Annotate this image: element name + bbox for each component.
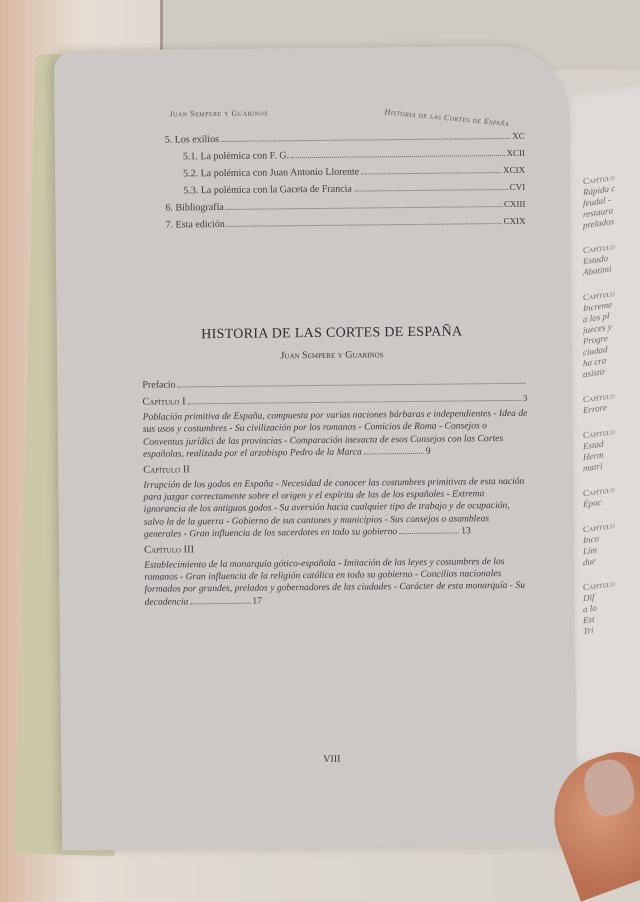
page-number: VIII	[323, 753, 341, 765]
toc-introduction	[165, 131, 526, 237]
facing-entry: Capítulo Dif a lo Est Tri	[583, 577, 615, 637]
chapter-page: 3	[522, 392, 528, 403]
chapter-entry	[142, 393, 528, 462]
facing-entry: Capítulo Inco Lim dur	[583, 519, 615, 568]
facing-entry: Capítulo Estado Abatimi	[583, 240, 615, 278]
toc-entry: 5.3. La polémica con la Gaceta de Francia CVI	[183, 181, 526, 197]
toc-entry: 5. Los exilios XC	[164, 130, 525, 146]
chapter-heading: Capítulo III	[144, 543, 195, 556]
facing-entry: Capítulo Époc	[583, 483, 615, 510]
chapter-description: Irrupción de los godos en España - Necesidad de conocer las costumbres primitivas de esta nación para juzgar correctamente sobre el origen y el espíritu de las de los españoles - Extrema ignorancia de los antiguos godos - Su aversión hacia cualquier tipo de trabajo y de ocupación, salvo la de la guerra - Gobierno de sus cantones y municipios - Sus consejos o asambleas generales - Gran influencia de los sacerdotes en todo su gobierno 13	[143, 475, 525, 541]
facing-entry: Capítulo Errore	[583, 389, 615, 416]
toc-entry: 6. Bibliografía CXIII	[165, 198, 526, 214]
chapter-entry	[144, 540, 530, 609]
book-page	[54, 45, 577, 850]
chapter-page: 9	[425, 446, 431, 458]
chapter-heading: Capítulo II	[143, 463, 190, 476]
facing-entry: Capítulo Rápida c feudal - restaura prelados	[583, 171, 616, 231]
chapter-page: 13	[461, 525, 471, 537]
chapter-page: 17	[252, 595, 262, 607]
facing-entry: Capítulo Increme a los pl jueces y Progre ciudad ha cra asistir	[583, 287, 615, 380]
facing-entry: Capítulo Estad Herm matri	[583, 425, 615, 474]
book-title: HISTORIA DE LAS CORTES DE ESPAÑA	[201, 324, 463, 343]
book-author: Juan Sempere y Guarinos	[280, 349, 384, 362]
toc-entry: 7. Esta edición CXIX	[165, 215, 526, 231]
running-head-title: Historia de las Cortes de España	[384, 107, 510, 129]
toc-entry: 5.1. La polémica con F. G. XCII	[182, 147, 525, 163]
toc-entry-prefacio: Prefacio	[142, 376, 527, 397]
chapter-contents	[142, 376, 529, 612]
running-head-author: Juan Sempere y Guarinos	[169, 108, 269, 119]
chapter-heading: Capítulo I	[142, 396, 186, 408]
chapter-description: Población primitiva de España, compuesta por varias naciones bárbaras e independientes - Idea de sus usos y costumbres - Su civilización por los romanos - Comicios de Roma - Consejos o Conventus jurídici de las provincias - Comparación inexacta de esos Consejos con las Cortes españolas, realizada por el arzobispo Pedro de la Marca 9	[142, 407, 528, 461]
chapter-description: Establecimiento de la monarquía gótico-española - Imitación de las leyes y costumbres de los romanos - Gran influencia de la religión católica en todo su gobierno - Concilios nacionales formados por grandes, prelados y gobernadores de las ciudades - Carácter de esta monarquía - Su decadencia 17	[144, 555, 526, 608]
chapter-entry	[143, 460, 529, 541]
toc-entry: 5.2. La polémica con Juan Antonio Llorente XCIX	[183, 164, 526, 180]
